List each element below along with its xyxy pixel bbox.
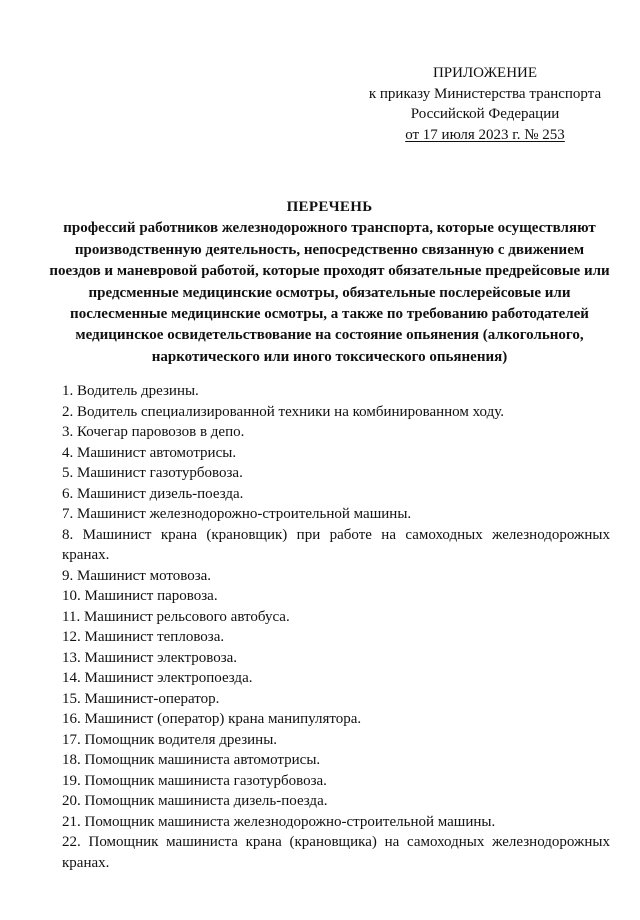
list-item: 9. Машинист мотовоза.: [62, 567, 212, 584]
document-subtitle: профессий работников железнодорожного транспорта, которые осуществляют производственную деятельность, непосредственно связанную с движением поездов и маневровой работой, которые проходят обязательные предрейсовые или предсменные медицинские осмотры, обязательные послерейсовые или послесменные медицинские осмотры, а также по требованию работодателей медицинское освидетельствование на состояние опьянения (алкогольного, наркотического или иного токсического опьянения): [49, 220, 610, 365]
appendix-block: [360, 63, 610, 145]
document-heading: [48, 197, 611, 368]
list-item: 13. Машинист электровоза.: [62, 649, 238, 666]
appendix-title: ПРИЛОЖЕНИЕ: [432, 65, 538, 81]
list-item: 3. Кочегар паровозов в депо.: [62, 424, 245, 440]
list-item: 22. Помощник машиниста крана (крановщика) на самоходных железнодорожных кранах.: [62, 834, 610, 871]
list-item: 8. Машинист крана (крановщик) при работе на самоходных железнодорожных кранах.: [62, 526, 610, 563]
list-item: 15. Машинист-оператор.: [62, 690, 220, 707]
appendix-order-line: к приказу Министерства транспорта: [368, 85, 602, 102]
list-item: 18. Помощник машиниста автомотрисы.: [62, 752, 321, 768]
list-item: 1. Водитель дрезины.: [62, 383, 199, 399]
list-item: 14. Машинист электропоезда.: [62, 670, 253, 686]
list-item: 21. Помощник машиниста железнодорожно-строительной машины.: [62, 813, 496, 830]
document-title: ПЕРЕЧЕНЬ: [286, 199, 373, 215]
list-item: 10. Машинист паровоза.: [62, 588, 218, 604]
list-item: 19. Помощник машиниста газотурбовоза.: [62, 772, 327, 789]
list-item: 12. Машинист тепловоза.: [62, 629, 225, 645]
appendix-ministry-line: Российской Федерации: [410, 106, 560, 122]
list-item: 2. Водитель специализированной техники на комбинированном ходу.: [62, 403, 504, 420]
list-item: 6. Машинист дизель-поезда.: [62, 485, 244, 502]
list-item: 20. Помощник машиниста дизель-поезда.: [62, 793, 328, 809]
list-item: 7. Машинист железнодорожно-строительной машины.: [62, 506, 412, 522]
list-item: 5. Машинист газотурбовоза.: [62, 465, 243, 481]
list-item: 16. Машинист (оператор) крана манипулятора.: [62, 711, 362, 727]
list-item: 11. Машинист рельсового автобуса.: [62, 608, 290, 625]
list-item: 17. Помощник водителя дрезины.: [62, 731, 278, 748]
appendix-date-number: от 17 июля 2023 г. № 253: [405, 126, 565, 143]
list-item: 4. Машинист автомотрисы.: [62, 444, 237, 461]
professions-list: [62, 381, 610, 873]
